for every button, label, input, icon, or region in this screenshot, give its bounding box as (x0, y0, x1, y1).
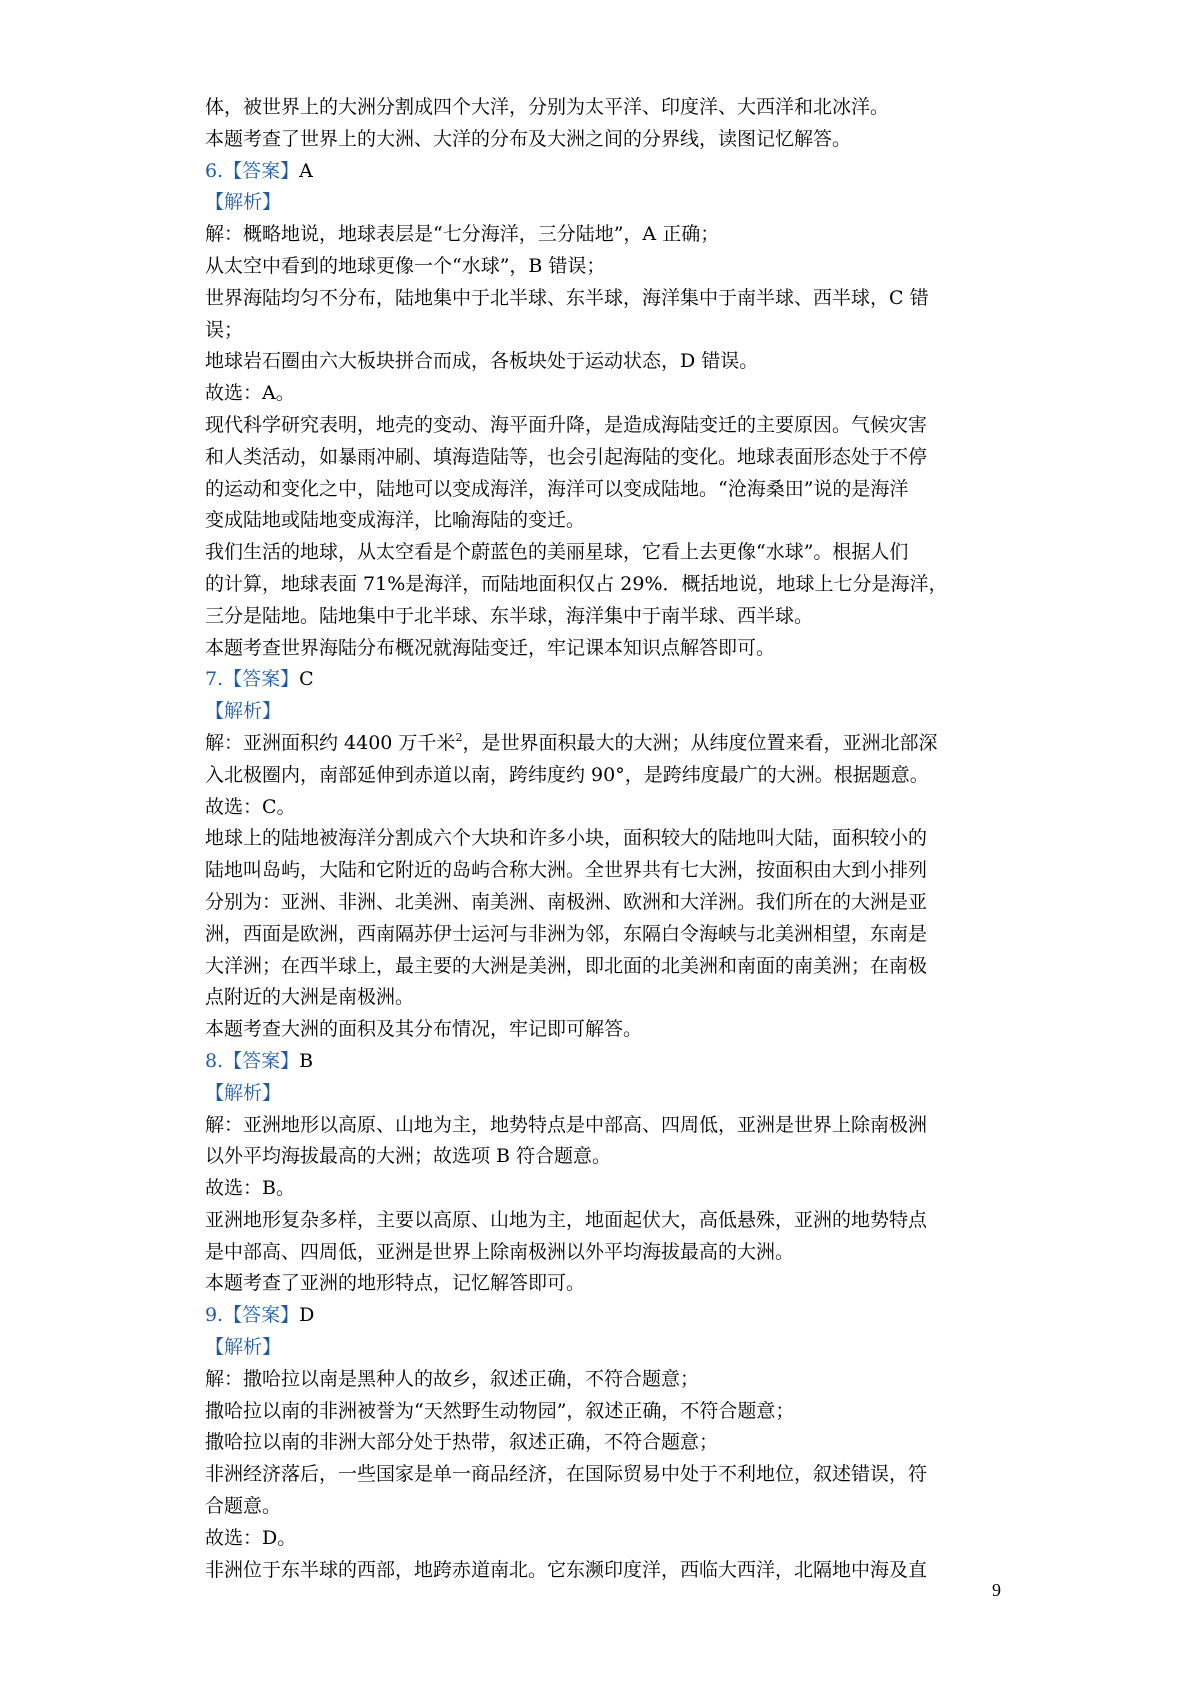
text-line (205, 378, 1005, 410)
text-line (205, 887, 1005, 919)
line-text: 地球上的陆地被海洋分割成六个大块和许多小块，面积较大的陆地叫大陆，面积较小的 (205, 827, 928, 850)
line-text: 三分是陆地。陆地集中于北半球、东半球，海洋集中于南半球、西半球。 (205, 604, 814, 627)
analysis-heading (205, 187, 1005, 219)
text-line (205, 410, 1005, 442)
question-number: 6. (205, 159, 224, 182)
line-text: 地球岩石圈由六大板块拼合而成，各板块处于运动状态，D 错误。 (205, 350, 759, 373)
line-text: 的计算，地球表面 71%是海洋，而陆地面积仅占 29%．概括地说，地球上七分是海洋， (205, 572, 948, 595)
text-line (205, 792, 1005, 824)
text-line (205, 1491, 1005, 1523)
line-text: 非洲位于东半球的西部，地跨赤道南北。它东濒印度洋，西临大西洋，北隔地中海及直 (205, 1558, 928, 1581)
text-line (205, 951, 1005, 983)
answer-heading (205, 664, 1005, 696)
text-line (205, 569, 1005, 601)
line-text: 以外平均海拔最高的大洲；故选项 B 符合题意。 (205, 1145, 612, 1168)
question-number: 9. (205, 1304, 224, 1327)
answer-label: 【答案】 (223, 668, 300, 691)
line-text: 解：概略地说，地球表层是“七分海洋，三分陆地”，A 正确； (205, 223, 720, 246)
text-line (205, 633, 1005, 665)
answer-value: C (299, 668, 314, 691)
answer-value: D (299, 1304, 315, 1327)
line-text: 和人类活动，如暴雨冲刷、填海造陆等，也会引起海陆的变化。地球表面形态处于不停 (205, 445, 928, 468)
text-line (205, 442, 1005, 474)
text-line (205, 1205, 1005, 1237)
line-text: 本题考查了亚洲的地形特点，记忆解答即可。 (205, 1272, 586, 1295)
document-body (205, 92, 1005, 1586)
line-text: 撒哈拉以南的非洲被誉为“天然野生动物园”，叙述正确，不符合题意； (205, 1399, 795, 1422)
text-line (205, 1141, 1005, 1173)
line-text: 解：亚洲面积约 4400 万千米 (205, 731, 456, 754)
question-number: 8. (205, 1049, 224, 1072)
line-text: 陆地叫岛屿，大陆和它附近的岛屿合称大洲。全世界共有七大洲，按面积由大到小排列 (205, 859, 928, 882)
analysis-heading (205, 1078, 1005, 1110)
superscript: 2 (455, 730, 463, 744)
line-text: 亚洲地形复杂多样，主要以高原、山地为主，地面起伏大，高低悬殊，亚洲的地势特点 (205, 1208, 928, 1231)
line-text: 本题考查世界海陆分布概况就海陆变迁，牢记课本知识点解答即可。 (205, 636, 776, 659)
line-text: 分别为：亚洲、非洲、北美洲、南美洲、南极洲、欧洲和大洋洲。我们所在的大洲是亚 (205, 890, 928, 913)
answer-label: 【答案】 (223, 1304, 300, 1327)
line-text-continued: ，是世界面积最大的大洲；从纬度位置来看，亚洲北部深 (462, 731, 938, 754)
answer-value: A (299, 159, 313, 182)
answer-label: 【答案】 (223, 159, 300, 182)
analysis-heading (205, 696, 1005, 728)
answer-heading (205, 156, 1005, 188)
text-line (205, 728, 1005, 760)
text-line (205, 124, 1005, 156)
text-line (205, 1237, 1005, 1269)
text-line (205, 855, 1005, 887)
line-text: 误； (205, 318, 244, 341)
text-line (205, 315, 1005, 347)
text-line (205, 1364, 1005, 1396)
text-line (205, 346, 1005, 378)
text-line (205, 1427, 1005, 1459)
answer-label: 【答案】 (223, 1049, 300, 1072)
line-text: 非洲经济落后，一些国家是单一商品经济，在国际贸易中处于不利地位，叙述错误，符 (205, 1463, 928, 1486)
analysis-heading (205, 1332, 1005, 1364)
text-line (205, 219, 1005, 251)
line-text: 合题意。 (205, 1495, 282, 1518)
text-line (205, 1555, 1005, 1587)
line-text: 世界海陆均匀不分布，陆地集中于北半球、东半球，海洋集中于南半球、西半球，C 错 (205, 286, 929, 309)
text-line (205, 1268, 1005, 1300)
line-text: 故选：C。 (205, 795, 296, 818)
line-text: 大洋洲；在西半球上，最主要的大洲是美洲，即北面的北美洲和南面的南美洲；在南极 (205, 954, 928, 977)
text-line (205, 1523, 1005, 1555)
line-text: 解：撒哈拉以南是黑种人的故乡，叙述正确，不符合题意； (205, 1367, 700, 1390)
text-line (205, 760, 1005, 792)
text-line (205, 982, 1005, 1014)
answer-value: B (299, 1049, 314, 1072)
text-line (205, 251, 1005, 283)
line-text: 洲，西面是欧洲，西南隔苏伊士运河与非洲为邻，东隔白令海峡与北美洲相望，东南是 (205, 922, 928, 945)
answer-heading (205, 1300, 1005, 1332)
text-line (205, 283, 1005, 315)
text-line (205, 1459, 1005, 1491)
line-text: 本题考查了世界上的大洲、大洋的分布及大洲之间的分界线，读图记忆解答。 (205, 127, 852, 150)
line-text: 撒哈拉以南的非洲大部分处于热带，叙述正确，不符合题意； (205, 1431, 719, 1454)
line-text: 故选：B。 (205, 1177, 295, 1200)
page-number: 9 (992, 1580, 1001, 1600)
text-line (205, 823, 1005, 855)
line-text: 体，被世界上的大洲分割成四个大洋，分别为太平洋、印度洋、大西洋和北冰洋。 (205, 96, 890, 118)
text-line (205, 1110, 1005, 1142)
line-text: 我们生活的地球，从太空看是个蔚蓝色的美丽星球，它看上去更像“水球”。根据人们 (205, 541, 909, 564)
line-text: 变成陆地或陆地变成海洋，比喻海陆的变迁。 (205, 509, 586, 532)
line-text: 点附近的大洲是南极洲。 (205, 986, 415, 1009)
text-line (205, 1014, 1005, 1046)
line-text: 解：亚洲地形以高原、山地为主，地势特点是中部高、四周低，亚洲是世界上除南极洲 (205, 1113, 928, 1136)
answer-heading (205, 1046, 1005, 1078)
line-text: 是中部高、四周低，亚洲是世界上除南极洲以外平均海拔最高的大洲。 (205, 1240, 795, 1263)
line-text: 从太空中看到的地球更像一个“水球”，B 错误； (205, 254, 606, 277)
analysis-label: 【解析】 (205, 700, 282, 723)
question-number: 7. (205, 668, 224, 691)
text-line (205, 601, 1005, 633)
text-line (205, 537, 1005, 569)
text-line (205, 92, 1005, 124)
text-line (205, 505, 1005, 537)
line-text: 故选：A。 (205, 382, 295, 405)
analysis-label: 【解析】 (205, 191, 282, 214)
line-text: 本题考查大洲的面积及其分布情况，牢记即可解答。 (205, 1018, 643, 1041)
line-text: 故选：D。 (205, 1526, 297, 1549)
text-line (205, 474, 1005, 506)
line-text: 入北极圈内，南部延伸到赤道以南，跨纬度约 90°，是跨纬度最广的大洲。根据题意。 (205, 763, 929, 786)
line-text: 现代科学研究表明，地壳的变动、海平面升降，是造成海陆变迁的主要原因。气候灾害 (205, 413, 928, 436)
line-text: 的运动和变化之中，陆地可以变成海洋，海洋可以变成陆地。“沧海桑田”说的是海洋 (205, 477, 909, 500)
text-line (205, 919, 1005, 951)
text-line (205, 1173, 1005, 1205)
text-line (205, 1396, 1005, 1428)
analysis-label: 【解析】 (205, 1081, 282, 1104)
analysis-label: 【解析】 (205, 1336, 282, 1359)
